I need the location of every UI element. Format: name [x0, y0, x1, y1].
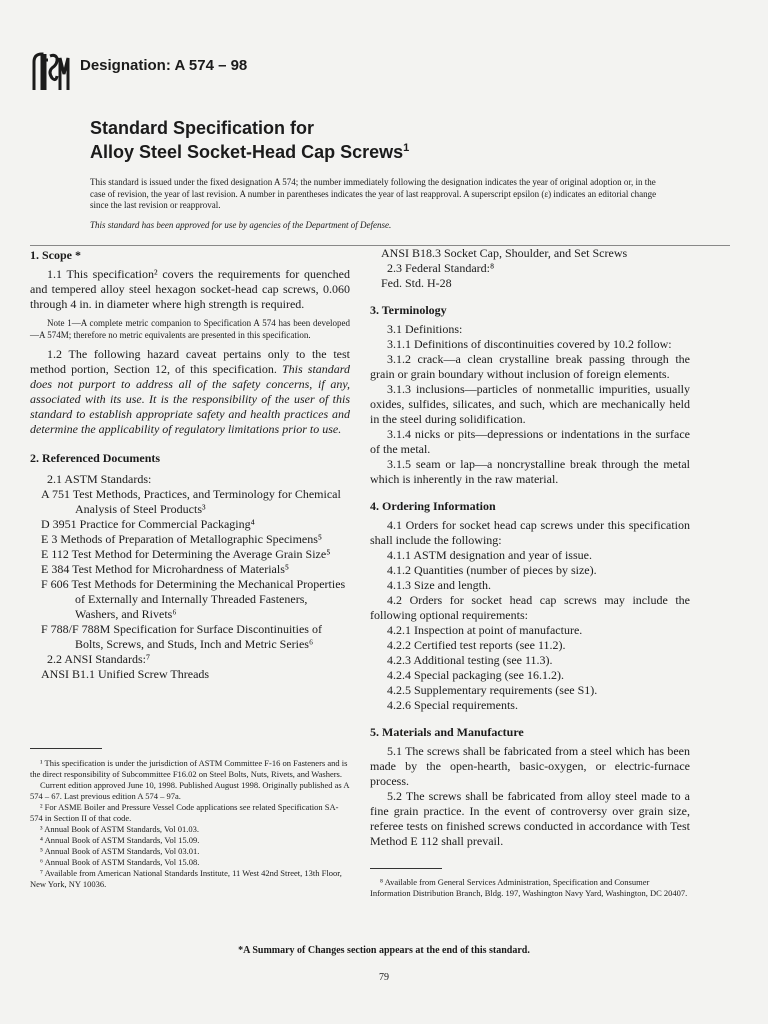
defense-note: This standard has been approved for use by agencies of the Department of Defense.	[90, 219, 392, 230]
para-2-2: 2.2 ANSI Standards:⁷	[47, 652, 151, 666]
section-heading-references: 2. Referenced Documents	[30, 451, 161, 465]
issue-note: This standard is issued under the fixed designation A 574; the number immediately following the designation indicates the year of original adoption or, in the case of revision, the year of last revision. A number in parentheses indicates the year of last reapproval. A superscript epsilon (ε) indicates an editorial change since the last revision or reapproval.	[90, 177, 657, 210]
section-heading-ordering: 4. Ordering Information	[370, 499, 496, 513]
order-item: 4.1.3 Size and length.	[387, 578, 491, 592]
order-item: 4.2.3 Additional testing (see 11.3).	[387, 653, 553, 667]
order-item: 4.1.1 ASTM designation and year of issue.	[387, 548, 592, 562]
note-1: Note 1—A complete metric companion to Specification A 574 has been developed—A 574M; therefore no metric equivalents are presented in this specification.	[30, 318, 350, 340]
ansi-b18-reference: ANSI B18.3 Socket Cap, Shoulder, and Set Screws	[381, 246, 628, 260]
para-5-2: 5.2 The screws shall be fabricated from alloy steel made to a fine grain practice. In the event of controversy over grain size, referee tests on finished screws conducted in accordance with Test Method E 112 shall prevail.	[370, 789, 690, 848]
para-2-1: 2.1 ASTM Standards:	[47, 472, 152, 486]
para-5-1: 5.1 The screws shall be fabricated from a steel which has been made by the open-hearth, basic-oxygen, or electric-furnace process.	[370, 744, 690, 788]
section-heading-terminology: 3. Terminology	[370, 303, 447, 317]
reference-item: F 788/F 788M Specification for Surface Discontinuities of Bolts, Screws, and Studs, Inch and Metric Series⁶	[41, 622, 322, 651]
para-1-2-text: 1.2 The following hazard caveat pertains only to the test method portion, Section 12, of this specification.	[30, 347, 350, 376]
para-3-1-3: 3.1.3 inclusions—particles of nonmetallic impurities, usually oxides, sulfides, silicates, and such, which are mechanically held in the steel during solidification.	[370, 382, 690, 426]
order-item: 4.2.6 Special requirements.	[387, 698, 518, 712]
footnote: ⁵ Annual Book of ASTM Standards, Vol 03.01.	[40, 846, 200, 856]
right-column	[370, 246, 690, 849]
reference-item: D 3951 Practice for Commercial Packaging⁴	[41, 517, 255, 531]
reference-item: E 112 Test Method for Determining the Average Grain Size⁵	[41, 547, 331, 561]
para-3-1-1: 3.1.1 Definitions of discontinuities covered by 10.2 follow:	[387, 337, 672, 351]
designation: Designation: A 574 – 98	[80, 57, 248, 74]
footnote: ³ Annual Book of ASTM Standards, Vol 01.03.	[40, 824, 200, 834]
issue-note-block	[90, 177, 670, 231]
summary-of-changes-note: *A Summary of Changes section appears at the end of this standard.	[238, 945, 530, 956]
reference-item: E 3 Methods of Preparation of Metallographic Specimens⁵	[41, 532, 323, 546]
title-line-1: Standard Specification for	[90, 118, 315, 138]
left-column	[30, 248, 350, 682]
astm-logo	[30, 50, 70, 92]
para-1-2	[30, 347, 350, 437]
footnotes-left	[30, 758, 350, 890]
title-line-2: Alloy Steel Socket-Head Cap Screws	[90, 142, 404, 162]
para-3-1-2: 3.1.2 crack—a clean crystalline break passing through the grain or grain boundary without inclusion of foreign elements.	[370, 352, 690, 381]
footnote-divider-right	[370, 868, 442, 869]
para-3-1: 3.1 Definitions:	[387, 322, 463, 336]
para-4-2: 4.2 Orders for socket head cap screws may include the following optional requirements:	[370, 593, 690, 622]
para-2-3: 2.3 Federal Standard:⁸	[387, 261, 495, 275]
footnote: ² For ASME Boiler and Pressure Vessel Code applications see related Specification SA-574 in Section II of that code.	[30, 802, 339, 823]
fed-std-reference: Fed. Std. H-28	[381, 276, 452, 290]
para-4-1: 4.1 Orders for socket head cap screws under this specification shall include the following:	[370, 518, 690, 547]
para-3-1-4: 3.1.4 nicks or pits—depressions or indentations in the surface of the metal.	[370, 427, 690, 456]
para-1-1: 1.1 This specification² covers the requirements for quenched and tempered alloy steel hexagon socket-head cap screws, 0.060 through 4 in. in diameter where high strength is required.	[30, 267, 350, 311]
section-heading-scope: 1. Scope *	[30, 248, 81, 262]
order-item: 4.2.1 Inspection at point of manufacture.	[387, 623, 583, 637]
order-item: 4.2.2 Certified test reports (see 11.2).	[387, 638, 566, 652]
footnote: ⁶ Annual Book of ASTM Standards, Vol 15.08.	[40, 857, 200, 867]
order-item: 4.2.5 Supplementary requirements (see S1).	[387, 683, 598, 697]
reference-item: A 751 Test Methods, Practices, and Terminology for Chemical Analysis of Steel Products³	[41, 487, 341, 516]
order-item: 4.2.4 Special packaging (see 16.1.2).	[387, 668, 564, 682]
footnote-divider-left	[30, 748, 102, 749]
footnote: Current edition approved June 10, 1998. Published August 1998. Originally published as A 574 – 67. Last previous edition A 574 – 97a.	[30, 780, 350, 801]
order-item: 4.1.2 Quantities (number of pieces by size).	[387, 563, 597, 577]
reference-item: F 606 Test Methods for Determining the Mechanical Properties of Externally and Internally Threaded Fasteners, Washers, and Rivets⁶	[41, 577, 346, 621]
footnote: ¹ This specification is under the jurisdiction of ASTM Committee F-16 on Fasteners and is the direct responsibility of Subcommittee F16.02 on Steel Bolts, Nuts, Rivets, and Washers.	[30, 758, 348, 779]
para-1-2-caveat: This standard does not purport to address all of the safety concerns, if any, associated with its use. It is the responsibility of the user of this standard to establish appropriate safety and health practices and determine the applicability of regulatory limitations prior to use.	[30, 362, 351, 436]
document-title	[90, 118, 409, 162]
footnote: ⁷ Available from American National Standards Institute, 11 West 42nd Street, 13th Floor, New York, NY 10036.	[30, 868, 342, 889]
title-footnote-mark: 1	[403, 142, 410, 154]
reference-item: E 384 Test Method for Microhardness of Materials⁵	[41, 562, 290, 576]
footnote: ⁴ Annual Book of ASTM Standards, Vol 15.09.	[40, 835, 200, 845]
footnote: ⁸ Available from General Services Administration, Specification and Consumer Information Distribution Branch, Bldg. 197, Washington Navy Yard, Washington, DC 20407.	[370, 877, 688, 898]
page-number: 79	[379, 972, 389, 983]
section-heading-materials: 5. Materials and Manufacture	[370, 725, 524, 739]
footnotes-right	[370, 877, 690, 899]
ansi-b1-reference: ANSI B1.1 Unified Screw Threads	[41, 667, 210, 681]
para-3-1-5: 3.1.5 seam or lap—a noncrystalline break through the metal which is inherently in the raw material.	[370, 457, 690, 486]
reference-list	[30, 487, 350, 652]
